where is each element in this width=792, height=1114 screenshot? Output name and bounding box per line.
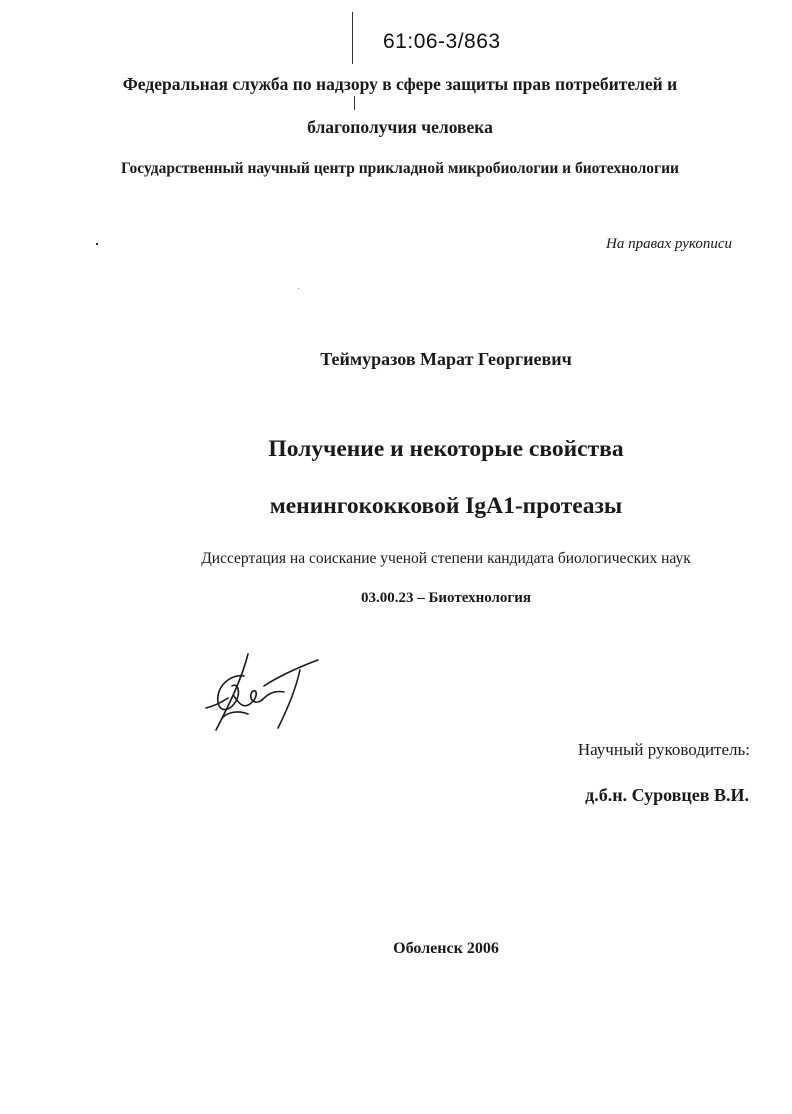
specialty-code: 03.00.23 – Биотехнология: [360, 590, 532, 606]
archive-code: 61:06-3/863: [383, 30, 501, 53]
organization-line-2: благополучия человека: [307, 117, 493, 137]
place-and-year: Оболенск 2006: [393, 940, 499, 957]
scan-line-mark: [352, 12, 353, 64]
advisor-name: д.б.н. Суровцев В.И.: [585, 785, 749, 805]
organization-line-1: Федеральная служба по надзору в сфере защиты прав потребителей и: [122, 74, 678, 94]
advisor-label: Научный руководитель:: [577, 740, 750, 759]
thesis-title-line-1: Получение и некоторые свойства: [268, 436, 624, 462]
author-signature: [204, 648, 324, 738]
thesis-title-line-2: менингококковой IgA1-протеазы: [269, 493, 623, 519]
author-name: Теймуразов Марат Георгиевич: [320, 349, 572, 369]
scan-dot-mark: [298, 288, 299, 289]
manuscript-rights: На правах рукописи: [606, 236, 732, 252]
degree-statement: Диссертация на соискание ученой степени кандидата биологических наук: [201, 550, 691, 567]
scan-line-mark: [354, 96, 355, 110]
scan-dot-mark: [96, 243, 98, 245]
institute-name: Государственный научный центр прикладной микробиологии и биотехнологии: [121, 160, 679, 177]
